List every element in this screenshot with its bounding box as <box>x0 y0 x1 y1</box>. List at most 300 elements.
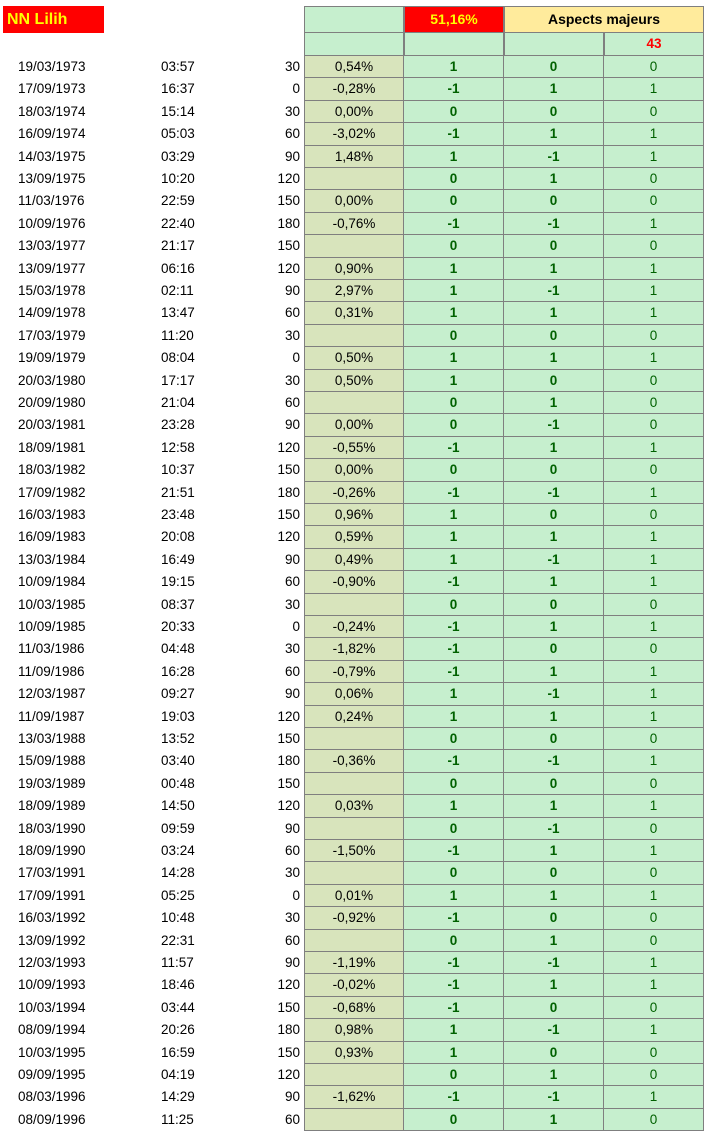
row-degree[interactable]: 60 <box>284 843 300 858</box>
row-aspect-c[interactable]: 0 <box>604 168 704 190</box>
row-date[interactable]: 17/09/1991 <box>18 887 86 903</box>
row-time[interactable]: 22:40 <box>161 215 195 231</box>
row-aspect-a[interactable]: -1 <box>404 123 504 145</box>
row-aspect-c[interactable]: 0 <box>604 1109 704 1131</box>
row-aspect-a[interactable]: 1 <box>404 683 504 705</box>
row-date[interactable]: 13/09/1975 <box>18 171 86 186</box>
row-date[interactable]: 18/03/1990 <box>18 820 86 836</box>
row-time[interactable]: 23:48 <box>161 507 195 522</box>
row-aspect-b[interactable]: 1 <box>504 616 604 638</box>
row-time[interactable]: 19:03 <box>161 708 195 724</box>
row-aspect-a[interactable]: 0 <box>404 728 504 750</box>
row-percent[interactable]: -0,02% <box>304 974 404 996</box>
row-aspect-c[interactable]: 1 <box>604 750 704 772</box>
row-aspect-c[interactable]: 0 <box>604 930 704 952</box>
row-degree[interactable]: 60 <box>284 395 300 410</box>
row-percent[interactable]: 0,06% <box>304 683 404 705</box>
row-degree[interactable]: 150 <box>277 999 300 1015</box>
row-date[interactable]: 13/03/1984 <box>18 551 86 567</box>
row-aspect-a[interactable]: 1 <box>404 885 504 907</box>
row-time[interactable]: 23:28 <box>161 417 195 433</box>
row-aspect-a[interactable]: -1 <box>404 997 504 1019</box>
row-time[interactable]: 10:48 <box>161 910 195 926</box>
row-time[interactable]: 04:19 <box>161 1067 195 1082</box>
row-aspect-b[interactable]: -1 <box>504 482 604 504</box>
row-aspect-c[interactable]: 0 <box>604 728 704 750</box>
row-percent[interactable]: -1,50% <box>304 840 404 862</box>
row-aspect-b[interactable]: 0 <box>504 728 604 750</box>
row-aspect-c[interactable]: 0 <box>604 594 704 616</box>
row-aspect-a[interactable]: -1 <box>404 840 504 862</box>
row-degree[interactable]: 30 <box>284 596 300 612</box>
row-degree[interactable]: 60 <box>284 305 300 321</box>
row-aspect-a[interactable]: 1 <box>404 347 504 369</box>
row-degree[interactable]: 60 <box>284 663 300 679</box>
row-time[interactable]: 15:14 <box>161 103 195 119</box>
header-blank-pct[interactable] <box>304 6 404 33</box>
row-time[interactable]: 04:48 <box>161 641 195 657</box>
row-aspect-a[interactable]: 1 <box>404 258 504 280</box>
row-aspect-a[interactable]: 0 <box>404 168 504 190</box>
row-degree[interactable]: 30 <box>284 910 300 926</box>
row-aspect-b[interactable]: 0 <box>504 235 604 257</box>
row-degree[interactable]: 120 <box>277 260 300 276</box>
row-degree[interactable]: 150 <box>277 775 300 791</box>
row-aspect-b[interactable]: 1 <box>504 78 604 100</box>
row-aspect-b[interactable]: 0 <box>504 370 604 392</box>
row-degree[interactable]: 120 <box>277 1067 300 1082</box>
row-aspect-b[interactable]: -1 <box>504 1019 604 1041</box>
row-time[interactable]: 08:37 <box>161 596 195 612</box>
row-time[interactable]: 05:25 <box>161 887 195 903</box>
row-aspect-a[interactable]: -1 <box>404 661 504 683</box>
row-time[interactable]: 03:40 <box>161 753 195 769</box>
row-aspect-c[interactable]: 1 <box>604 302 704 324</box>
row-aspect-a[interactable]: 0 <box>404 235 504 257</box>
row-date[interactable]: 13/09/1992 <box>18 932 86 948</box>
row-aspect-a[interactable]: 0 <box>404 1064 504 1086</box>
row-aspect-a[interactable]: 1 <box>404 1019 504 1041</box>
row-aspect-c[interactable]: 0 <box>604 773 704 795</box>
row-date[interactable]: 15/03/1978 <box>18 283 86 298</box>
aspects-count[interactable]: 43 <box>604 33 704 56</box>
row-degree[interactable]: 30 <box>284 372 300 388</box>
row-degree[interactable]: 30 <box>284 327 300 343</box>
row-degree[interactable]: 30 <box>284 103 300 119</box>
row-date[interactable]: 17/03/1979 <box>18 327 86 343</box>
row-time[interactable]: 13:47 <box>161 305 195 321</box>
row-time[interactable]: 17:17 <box>161 372 195 388</box>
row-date[interactable]: 17/03/1991 <box>18 865 86 881</box>
row-time[interactable]: 19:15 <box>161 574 195 590</box>
row-aspect-b[interactable]: 1 <box>504 974 604 996</box>
row-aspect-b[interactable]: 1 <box>504 1109 604 1131</box>
row-aspect-c[interactable]: 0 <box>604 1064 704 1086</box>
row-percent[interactable]: 0,03% <box>304 795 404 817</box>
row-time[interactable]: 11:20 <box>161 327 194 343</box>
row-time[interactable]: 21:17 <box>161 238 195 254</box>
row-aspect-b[interactable]: 0 <box>504 325 604 347</box>
row-aspect-b[interactable]: 1 <box>504 123 604 145</box>
row-degree[interactable]: 120 <box>277 798 300 814</box>
row-aspect-c[interactable]: 1 <box>604 661 704 683</box>
row-date[interactable]: 18/09/1990 <box>18 843 86 858</box>
row-aspect-c[interactable]: 0 <box>604 997 704 1019</box>
row-percent[interactable]: 0,00% <box>304 190 404 212</box>
row-percent[interactable]: -0,68% <box>304 997 404 1019</box>
row-aspect-b[interactable]: 1 <box>504 840 604 862</box>
row-degree[interactable]: 60 <box>284 574 300 590</box>
row-aspect-b[interactable]: -1 <box>504 1086 604 1108</box>
row-degree[interactable]: 150 <box>277 731 300 746</box>
row-date[interactable]: 18/09/1981 <box>18 439 86 455</box>
row-aspect-a[interactable]: -1 <box>404 78 504 100</box>
row-date[interactable]: 16/09/1974 <box>18 126 86 142</box>
row-aspect-a[interactable]: 1 <box>404 280 504 302</box>
row-aspect-c[interactable]: 1 <box>604 258 704 280</box>
row-degree[interactable]: 90 <box>284 417 300 433</box>
row-aspect-a[interactable]: 0 <box>404 190 504 212</box>
row-aspect-a[interactable]: 1 <box>404 370 504 392</box>
row-aspect-a[interactable]: 1 <box>404 56 504 78</box>
row-percent[interactable] <box>304 930 404 952</box>
row-aspect-c[interactable]: 1 <box>604 213 704 235</box>
row-percent[interactable]: 0,59% <box>304 526 404 548</box>
row-percent[interactable]: 0,54% <box>304 56 404 78</box>
row-date[interactable]: 12/03/1993 <box>18 955 86 970</box>
row-aspect-a[interactable]: -1 <box>404 213 504 235</box>
row-time[interactable]: 08:04 <box>161 350 195 366</box>
row-percent[interactable] <box>304 594 404 616</box>
row-aspect-a[interactable]: 1 <box>404 146 504 168</box>
row-aspect-c[interactable]: 1 <box>604 616 704 638</box>
row-aspect-c[interactable]: 1 <box>604 78 704 100</box>
row-aspect-b[interactable]: 0 <box>504 1042 604 1064</box>
row-aspect-b[interactable]: 1 <box>504 347 604 369</box>
row-percent[interactable]: 0,00% <box>304 459 404 481</box>
row-aspect-b[interactable]: 1 <box>504 885 604 907</box>
row-percent[interactable]: 0,98% <box>304 1019 404 1041</box>
row-aspect-a[interactable]: 1 <box>404 549 504 571</box>
row-aspect-c[interactable]: 0 <box>604 325 704 347</box>
row-date[interactable]: 10/09/1985 <box>18 619 86 634</box>
row-date[interactable]: 16/03/1983 <box>18 507 86 522</box>
row-aspect-a[interactable]: 0 <box>404 101 504 123</box>
row-degree[interactable]: 60 <box>284 126 300 142</box>
row-aspect-c[interactable]: 1 <box>604 952 704 974</box>
row-aspect-c[interactable]: 1 <box>604 795 704 817</box>
row-aspect-c[interactable]: 1 <box>604 437 704 459</box>
row-degree[interactable]: 90 <box>284 148 300 164</box>
row-percent[interactable] <box>304 325 404 347</box>
row-aspect-a[interactable]: 1 <box>404 302 504 324</box>
row-time[interactable]: 16:28 <box>161 663 195 679</box>
row-aspect-c[interactable]: 1 <box>604 526 704 548</box>
header2-pct[interactable] <box>304 33 404 56</box>
row-aspect-b[interactable]: 1 <box>504 795 604 817</box>
row-aspect-c[interactable]: 0 <box>604 907 704 929</box>
row-aspect-c[interactable]: 1 <box>604 146 704 168</box>
row-aspect-a[interactable]: 0 <box>404 1109 504 1131</box>
row-aspect-c[interactable]: 1 <box>604 123 704 145</box>
row-aspect-c[interactable]: 1 <box>604 840 704 862</box>
row-percent[interactable] <box>304 1109 404 1131</box>
row-date[interactable]: 17/09/1982 <box>18 484 86 500</box>
row-time[interactable]: 21:04 <box>161 395 195 410</box>
row-aspect-b[interactable]: 1 <box>504 571 604 593</box>
row-aspect-c[interactable]: 1 <box>604 706 704 728</box>
row-time[interactable]: 16:49 <box>161 551 195 567</box>
row-percent[interactable]: -1,62% <box>304 1086 404 1108</box>
row-degree[interactable]: 120 <box>277 708 300 724</box>
row-aspect-c[interactable]: 1 <box>604 482 704 504</box>
row-aspect-a[interactable]: -1 <box>404 437 504 459</box>
row-aspect-b[interactable]: 0 <box>504 101 604 123</box>
row-percent[interactable]: 0,00% <box>304 414 404 436</box>
row-date[interactable]: 13/09/1977 <box>18 260 86 276</box>
row-degree[interactable]: 150 <box>277 1044 300 1060</box>
row-percent[interactable]: 1,48% <box>304 146 404 168</box>
row-date[interactable]: 18/09/1989 <box>18 798 86 814</box>
row-time[interactable]: 13:52 <box>161 731 195 746</box>
row-percent[interactable] <box>304 392 404 414</box>
row-degree[interactable]: 0 <box>292 887 300 903</box>
row-aspect-c[interactable]: 0 <box>604 101 704 123</box>
row-degree[interactable]: 30 <box>284 641 300 657</box>
row-aspect-a[interactable]: 1 <box>404 1042 504 1064</box>
row-time[interactable]: 14:28 <box>161 865 195 881</box>
row-aspect-c[interactable]: 0 <box>604 818 704 840</box>
row-percent[interactable] <box>304 168 404 190</box>
row-date[interactable]: 10/03/1994 <box>18 999 86 1015</box>
row-degree[interactable]: 90 <box>284 551 300 567</box>
row-aspect-a[interactable]: -1 <box>404 974 504 996</box>
row-percent[interactable]: 0,31% <box>304 302 404 324</box>
row-aspect-a[interactable]: 1 <box>404 504 504 526</box>
row-aspect-a[interactable]: 0 <box>404 325 504 347</box>
row-degree[interactable]: 60 <box>284 932 300 948</box>
row-time[interactable]: 12:58 <box>161 439 195 455</box>
row-date[interactable]: 11/03/1976 <box>18 193 85 209</box>
row-time[interactable]: 18:46 <box>161 977 195 993</box>
row-aspect-c[interactable]: 1 <box>604 885 704 907</box>
row-time[interactable]: 03:44 <box>161 999 195 1015</box>
row-percent[interactable]: -1,19% <box>304 952 404 974</box>
row-time[interactable]: 11:57 <box>161 955 194 970</box>
row-percent[interactable]: -0,28% <box>304 78 404 100</box>
row-time[interactable]: 00:48 <box>161 775 195 791</box>
row-aspect-c[interactable]: 0 <box>604 56 704 78</box>
row-date[interactable]: 14/03/1975 <box>18 148 86 164</box>
row-degree[interactable]: 150 <box>277 238 300 254</box>
row-date[interactable]: 16/09/1983 <box>18 529 86 545</box>
row-degree[interactable]: 90 <box>284 820 300 836</box>
row-aspect-c[interactable]: 1 <box>604 571 704 593</box>
row-aspect-b[interactable]: 1 <box>504 661 604 683</box>
row-degree[interactable]: 180 <box>277 215 300 231</box>
row-time[interactable]: 14:50 <box>161 798 195 814</box>
row-percent[interactable] <box>304 728 404 750</box>
row-degree[interactable]: 150 <box>277 462 300 478</box>
row-aspect-b[interactable]: 1 <box>504 930 604 952</box>
row-degree[interactable]: 30 <box>284 59 300 74</box>
row-percent[interactable]: -0,36% <box>304 750 404 772</box>
row-aspect-c[interactable]: 0 <box>604 392 704 414</box>
row-time[interactable]: 20:26 <box>161 1022 195 1038</box>
row-percent[interactable] <box>304 773 404 795</box>
row-aspect-b[interactable]: 1 <box>504 302 604 324</box>
row-percent[interactable] <box>304 1064 404 1086</box>
row-time[interactable]: 03:57 <box>161 59 195 74</box>
row-aspect-b[interactable]: -1 <box>504 549 604 571</box>
row-degree[interactable]: 180 <box>277 753 300 769</box>
row-percent[interactable]: 0,24% <box>304 706 404 728</box>
row-aspect-b[interactable]: -1 <box>504 952 604 974</box>
row-degree[interactable]: 0 <box>292 350 300 366</box>
row-aspect-b[interactable]: 0 <box>504 56 604 78</box>
row-aspect-b[interactable]: 0 <box>504 504 604 526</box>
row-aspect-a[interactable]: -1 <box>404 616 504 638</box>
row-aspect-b[interactable]: -1 <box>504 146 604 168</box>
row-aspect-a[interactable]: 1 <box>404 526 504 548</box>
row-aspect-a[interactable]: -1 <box>404 571 504 593</box>
row-aspect-a[interactable]: 0 <box>404 392 504 414</box>
row-time[interactable]: 20:33 <box>161 619 195 634</box>
row-aspect-b[interactable]: 0 <box>504 997 604 1019</box>
row-percent[interactable]: -3,02% <box>304 123 404 145</box>
row-date[interactable]: 20/09/1980 <box>18 395 86 410</box>
row-percent[interactable]: 0,01% <box>304 885 404 907</box>
row-date[interactable]: 08/09/1994 <box>18 1022 86 1038</box>
row-date[interactable]: 13/03/1977 <box>18 238 86 254</box>
row-aspect-b[interactable]: -1 <box>504 414 604 436</box>
row-aspect-b[interactable]: 0 <box>504 190 604 212</box>
row-degree[interactable]: 0 <box>292 81 300 97</box>
row-percent[interactable]: 0,96% <box>304 504 404 526</box>
row-aspect-c[interactable]: 0 <box>604 1042 704 1064</box>
row-time[interactable]: 03:24 <box>161 843 195 858</box>
row-time[interactable]: 06:16 <box>161 260 195 276</box>
row-degree[interactable]: 120 <box>277 529 300 545</box>
row-time[interactable]: 20:08 <box>161 529 195 545</box>
header-percent[interactable]: 51,16% <box>404 6 504 33</box>
row-date[interactable]: 08/09/1996 <box>18 1111 86 1127</box>
row-date[interactable]: 14/09/1978 <box>18 305 86 321</box>
row-aspect-a[interactable]: 1 <box>404 795 504 817</box>
row-degree[interactable]: 150 <box>277 507 300 522</box>
row-degree[interactable]: 60 <box>284 1111 300 1127</box>
row-aspect-a[interactable]: 0 <box>404 862 504 884</box>
row-date[interactable]: 18/03/1974 <box>18 103 86 119</box>
row-degree[interactable]: 90 <box>284 1089 300 1105</box>
row-aspect-c[interactable]: 1 <box>604 280 704 302</box>
row-date[interactable]: 11/03/1986 <box>18 641 85 657</box>
row-aspect-b[interactable]: 0 <box>504 638 604 660</box>
row-aspect-c[interactable]: 1 <box>604 683 704 705</box>
row-percent[interactable] <box>304 818 404 840</box>
row-date[interactable]: 10/03/1995 <box>18 1044 86 1060</box>
row-time[interactable]: 03:29 <box>161 148 195 164</box>
row-time[interactable]: 22:31 <box>161 932 195 948</box>
row-date[interactable]: 19/09/1979 <box>18 350 86 366</box>
row-percent[interactable]: 2,97% <box>304 280 404 302</box>
row-aspect-c[interactable]: 0 <box>604 862 704 884</box>
row-aspect-b[interactable]: -1 <box>504 683 604 705</box>
row-aspect-b[interactable]: 0 <box>504 773 604 795</box>
row-percent[interactable]: -0,90% <box>304 571 404 593</box>
row-percent[interactable]: 0,49% <box>304 549 404 571</box>
header2-col1[interactable] <box>404 33 504 56</box>
row-percent[interactable]: 0,90% <box>304 258 404 280</box>
row-aspect-b[interactable]: -1 <box>504 818 604 840</box>
row-percent[interactable]: -1,82% <box>304 638 404 660</box>
row-aspect-c[interactable]: 1 <box>604 974 704 996</box>
row-aspect-a[interactable]: 0 <box>404 818 504 840</box>
row-aspect-a[interactable]: 0 <box>404 773 504 795</box>
row-degree[interactable]: 90 <box>284 283 300 298</box>
row-percent[interactable]: -0,92% <box>304 907 404 929</box>
row-date[interactable]: 12/03/1987 <box>18 686 86 702</box>
row-degree[interactable]: 120 <box>277 977 300 993</box>
row-aspect-b[interactable]: -1 <box>504 750 604 772</box>
row-aspect-b[interactable]: 1 <box>504 168 604 190</box>
row-time[interactable]: 10:20 <box>161 171 195 186</box>
row-aspect-b[interactable]: 1 <box>504 706 604 728</box>
row-percent[interactable]: 0,50% <box>304 347 404 369</box>
row-aspect-a[interactable]: 0 <box>404 459 504 481</box>
row-degree[interactable]: 120 <box>277 171 300 186</box>
row-degree[interactable]: 180 <box>277 1022 300 1038</box>
row-date[interactable]: 10/09/1984 <box>18 574 86 590</box>
row-time[interactable]: 16:37 <box>161 81 195 97</box>
header-aspects-label[interactable]: Aspects majeurs <box>504 6 704 33</box>
row-aspect-a[interactable]: -1 <box>404 907 504 929</box>
row-degree[interactable]: 150 <box>277 193 300 209</box>
row-time[interactable]: 14:29 <box>161 1089 195 1105</box>
row-aspect-c[interactable]: 1 <box>604 1086 704 1108</box>
row-aspect-a[interactable]: -1 <box>404 638 504 660</box>
row-aspect-a[interactable]: -1 <box>404 482 504 504</box>
row-date[interactable]: 11/09/1986 <box>18 663 85 679</box>
row-date[interactable]: 11/09/1987 <box>18 708 85 724</box>
row-aspect-b[interactable]: 0 <box>504 594 604 616</box>
row-degree[interactable]: 120 <box>277 439 300 455</box>
row-aspect-c[interactable]: 1 <box>604 1019 704 1041</box>
row-date[interactable]: 17/09/1973 <box>18 81 86 97</box>
row-percent[interactable]: 0,00% <box>304 101 404 123</box>
row-percent[interactable]: -0,79% <box>304 661 404 683</box>
row-aspect-b[interactable]: 1 <box>504 1064 604 1086</box>
row-percent[interactable] <box>304 235 404 257</box>
row-aspect-c[interactable]: 0 <box>604 190 704 212</box>
row-date[interactable]: 19/03/1973 <box>18 59 86 74</box>
row-aspect-b[interactable]: 0 <box>504 862 604 884</box>
row-aspect-a[interactable]: -1 <box>404 952 504 974</box>
row-aspect-a[interactable]: -1 <box>404 1086 504 1108</box>
row-aspect-b[interactable]: 1 <box>504 392 604 414</box>
row-aspect-a[interactable]: -1 <box>404 750 504 772</box>
row-aspect-b[interactable]: -1 <box>504 280 604 302</box>
row-time[interactable]: 10:37 <box>161 462 195 478</box>
row-aspect-b[interactable]: -1 <box>504 213 604 235</box>
row-date[interactable]: 20/03/1981 <box>18 417 86 433</box>
row-aspect-c[interactable]: 1 <box>604 549 704 571</box>
row-date[interactable]: 16/03/1992 <box>18 910 86 926</box>
row-degree[interactable]: 30 <box>284 865 300 881</box>
row-aspect-a[interactable]: 0 <box>404 930 504 952</box>
row-degree[interactable]: 0 <box>292 619 300 634</box>
row-aspect-c[interactable]: 0 <box>604 504 704 526</box>
